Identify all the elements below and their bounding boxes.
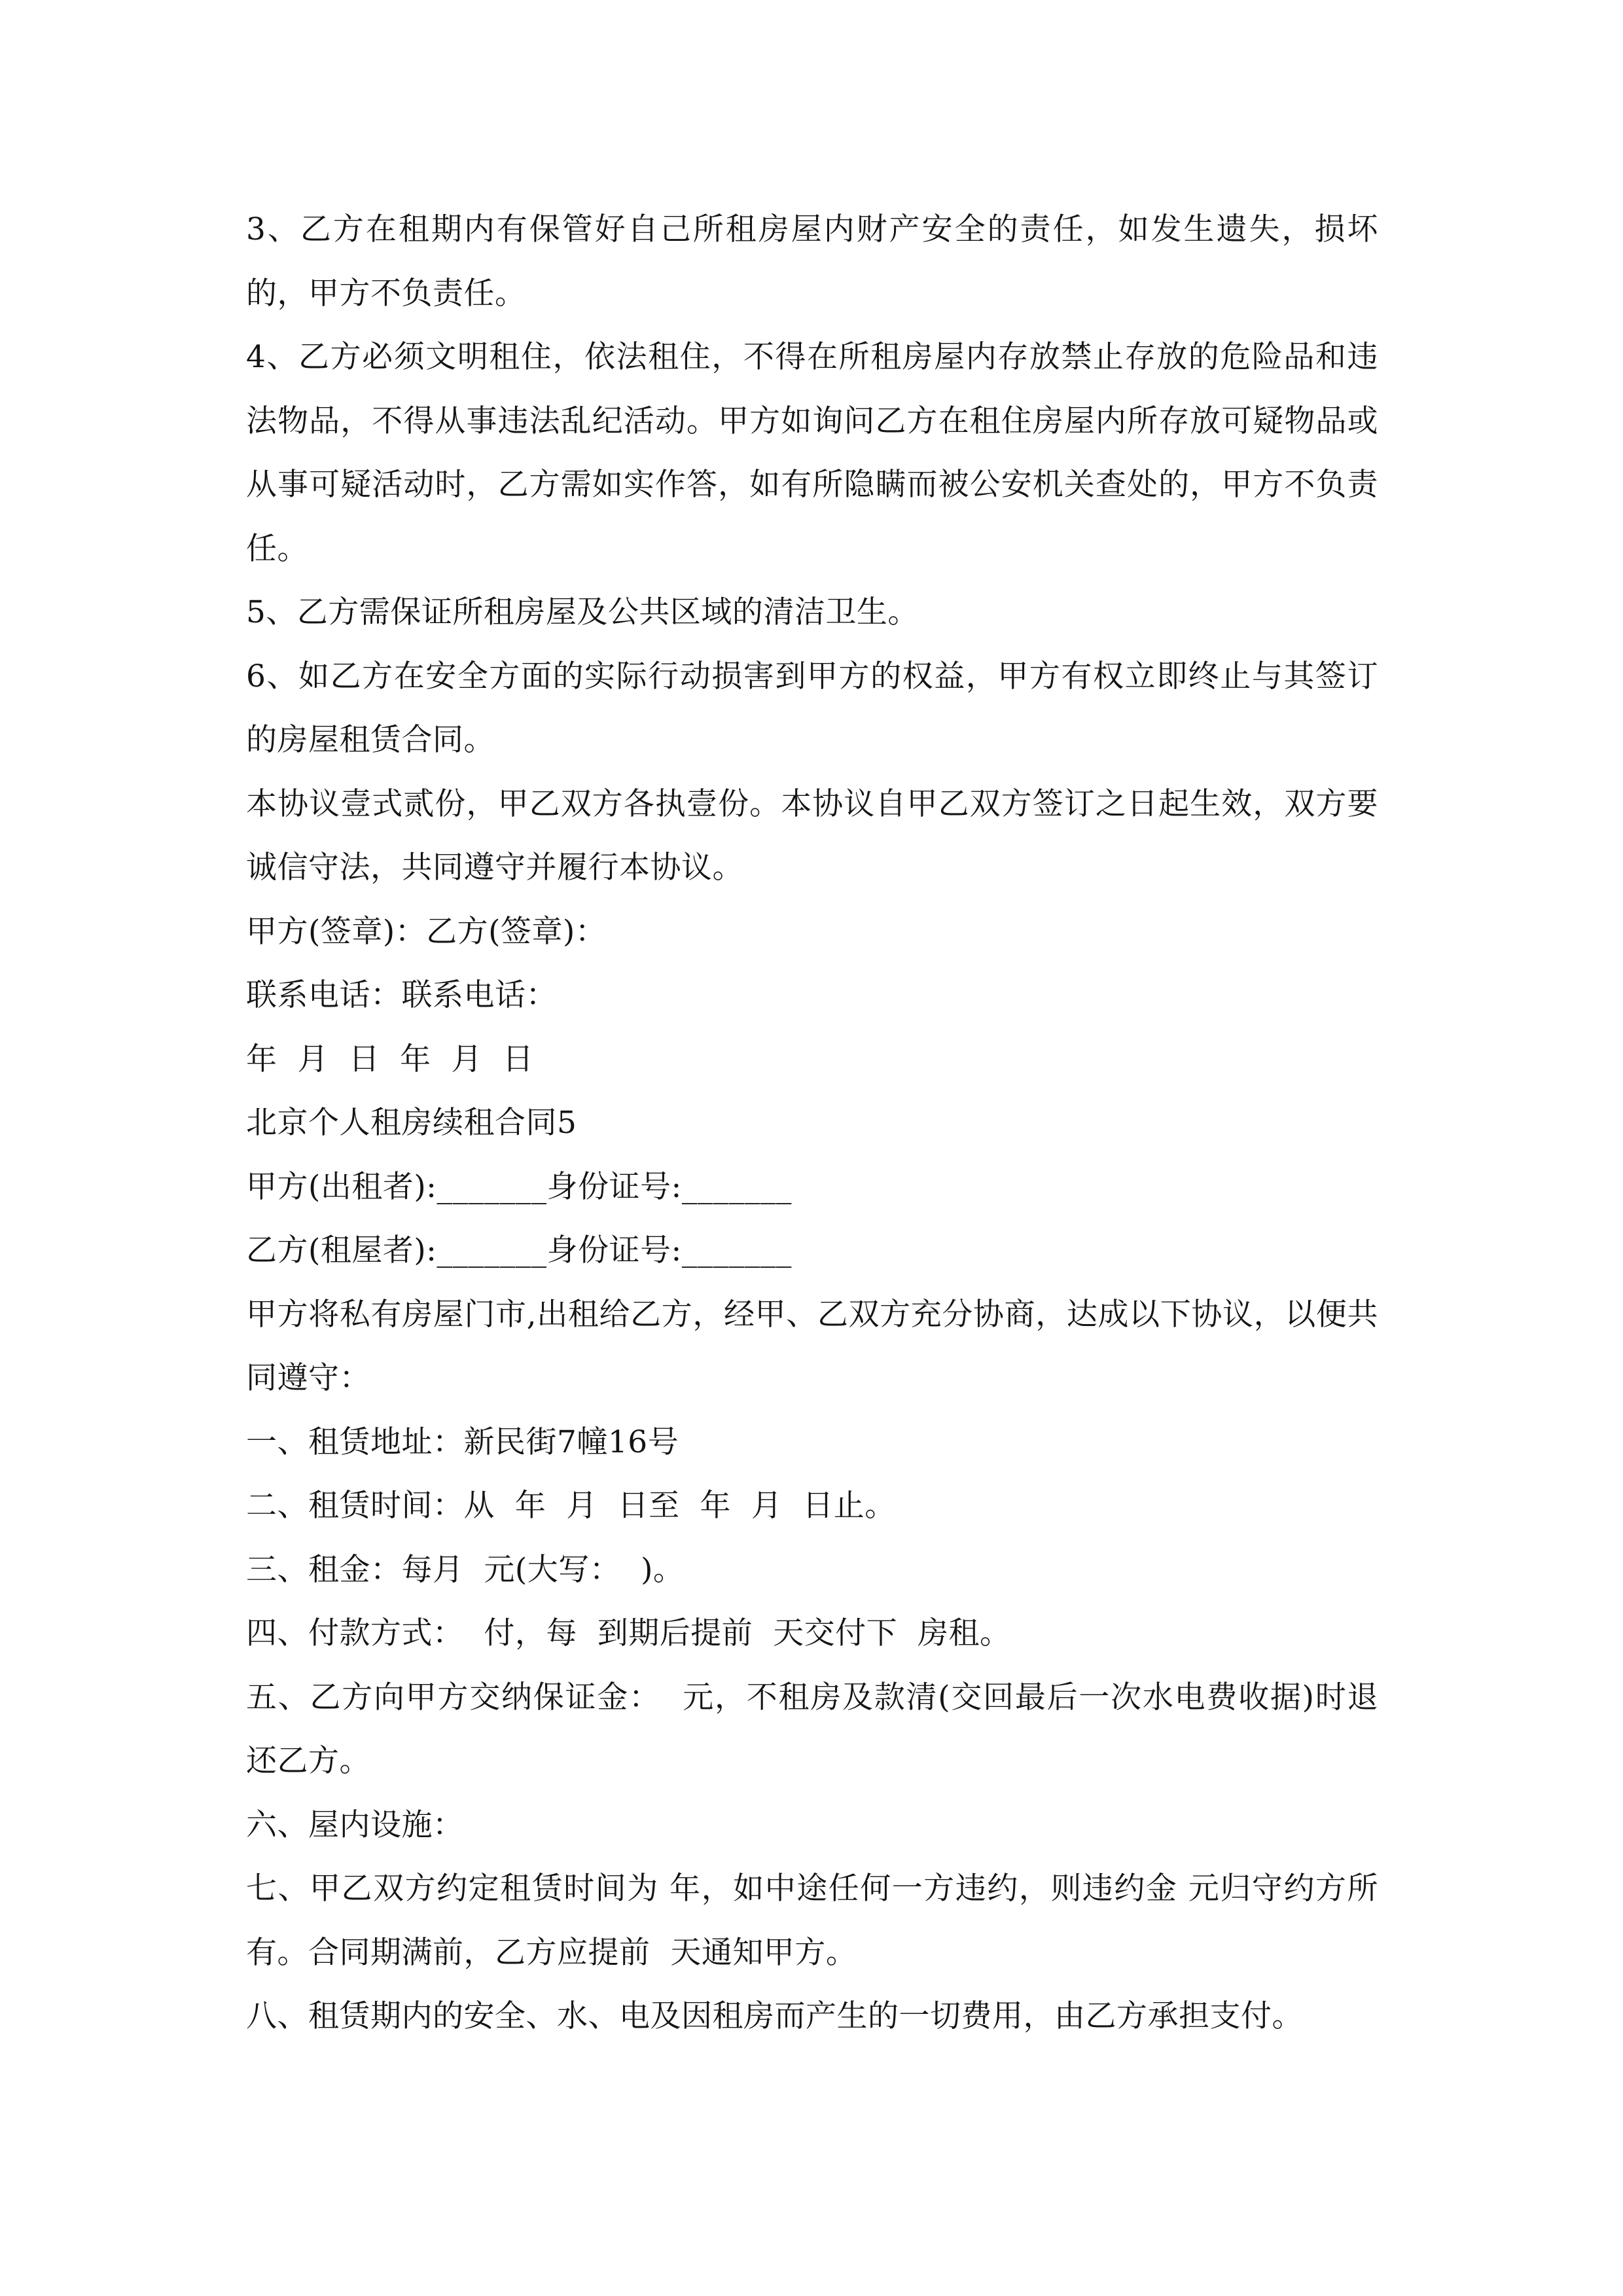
article-6-facilities: 六、屋内设施： bbox=[246, 1806, 464, 1843]
clause-4: 4、乙方必须文明租住，依法租住，不得在所租房屋内存放禁止存放的危险品和违法物品，不得从事违法乱纪活动。甲方如询问乙方在租住房屋内所存放可疑物品或从事可疑活动时，乙方需如实作答，如有所隐瞒而被公安机关查处的，甲方不负责任。 bbox=[246, 339, 1378, 567]
article-3-rent: 三、租金：每月 元(大写： )。 bbox=[246, 1551, 685, 1588]
preamble: 甲方将私有房屋门市,出租给乙方，经甲、乙双方充分协商，达成以下协议，以便共同遵守： bbox=[246, 1296, 1378, 1396]
lessee-line: 乙方(租屋者):_______身份证号:_______ bbox=[246, 1232, 792, 1268]
lessor-line: 甲方(出租者):_______身份证号:_______ bbox=[246, 1168, 792, 1205]
article-5-deposit: 五、乙方向甲方交纳保证金： 元，不租房及款清(交回最后一次水电费收据)时退还乙方。 bbox=[246, 1679, 1378, 1779]
signature-line: 甲方(签章)：乙方(签章)： bbox=[246, 913, 607, 950]
article-2-term: 二、租赁时间：从 年 月 日至 年 月 日止。 bbox=[246, 1488, 896, 1524]
clause-5: 5、乙方需保证所租房屋及公共区域的清洁卫生。 bbox=[246, 594, 919, 630]
date-line: 年 月 日 年 月 日 bbox=[246, 1041, 534, 1077]
article-1-address: 一、租赁地址：新民街7幢16号 bbox=[246, 1424, 679, 1460]
document-body bbox=[246, 198, 1378, 2049]
article-8-expenses: 八、租赁期内的安全、水、电及因租房而产生的一切费用，由乙方承担支付。 bbox=[246, 1998, 1303, 2034]
article-7-breach: 七、甲乙双方约定租赁时间为 年，如中途任何一方违约，则违约金 元归守约方所有。合同期满前，乙方应提前 天通知甲方。 bbox=[246, 1871, 1378, 1971]
agreement-copies-statement: 本协议壹式贰份，甲乙双方各执壹份。本协议自甲乙双方签订之日起生效，双方要诚信守法，共同遵守并履行本协议。 bbox=[246, 785, 1378, 886]
clause-6: 6、如乙方在安全方面的实际行动损害到甲方的权益，甲方有权立即终止与其签订的房屋租赁合同。 bbox=[246, 658, 1378, 758]
contract-title: 北京个人租房续租合同5 bbox=[246, 1105, 577, 1141]
phone-line: 联系电话：联系电话： bbox=[246, 977, 557, 1013]
clause-3: 3、乙方在租期内有保管好自己所租房屋内财产安全的责任，如发生遗失，损坏的，甲方不负责任。 bbox=[246, 211, 1378, 312]
article-4-payment: 四、付款方式： 付，每 到期后提前 天交付下 房租。 bbox=[246, 1615, 1011, 1651]
